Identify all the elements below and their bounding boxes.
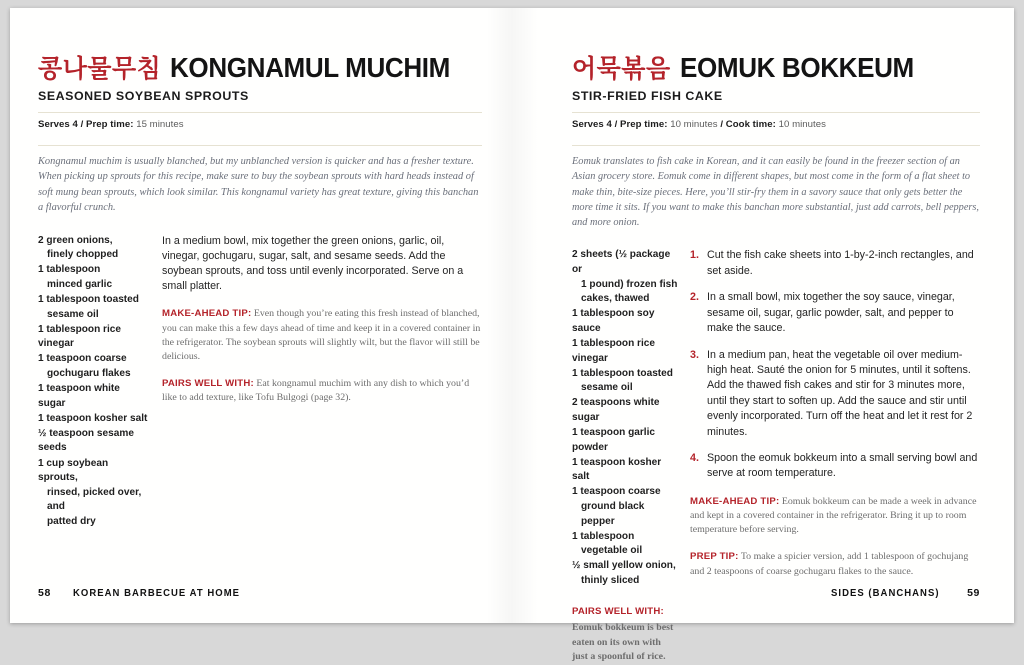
recipe-title-romanized: KONGNAMUL MUCHIM: [170, 52, 451, 83]
ingredient-main: 1 teaspoon white sugar: [38, 383, 120, 409]
right-body-columns: [572, 248, 980, 665]
ingredient-main: 1 teaspoon kosher salt: [572, 456, 662, 483]
ingredient-item: [38, 412, 150, 427]
recipe-meta: [38, 113, 482, 136]
tip-heading: PREP TIP:: [690, 551, 739, 563]
ingredient-cont: finely chopped: [47, 249, 119, 261]
make-ahead-tip: [162, 307, 482, 364]
instruction-step: [690, 451, 980, 482]
step-text: In a small bowl, mix together the soy sauce, vinegar, sesame oil, sugar, garlic powder, salt, and pepper to make the sauce.: [707, 291, 955, 335]
ingredient-main: ½ teaspoon sesame seeds: [38, 427, 134, 454]
step-number: 4.: [690, 451, 699, 464]
ingredient-item: [38, 352, 150, 381]
serves-label: Serves 4: [572, 119, 612, 130]
ingredient-cont: sesame oil: [581, 382, 633, 394]
recipe-title-korean: 어묵볶음: [572, 55, 671, 83]
tip-heading: PAIRS WELL WITH:: [572, 605, 664, 617]
recipe-subtitle: STIR-FRIED FISH CAKE: [572, 89, 723, 103]
ingredient-item: [572, 396, 678, 425]
ingredient-main: 2 sheets (½ package or: [572, 249, 671, 276]
ingredient-main: 1 teaspoon kosher salt: [38, 412, 148, 424]
ingredients-list: [572, 248, 690, 665]
ingredient-item: [38, 323, 150, 352]
instruction-step: [690, 290, 980, 336]
ingredient-main: 1 teaspoon coarse: [38, 353, 127, 365]
ingredient-cont: cakes, thawed: [581, 293, 650, 305]
ingredient-main: 1 tablespoon soy sauce: [572, 308, 655, 334]
step-text: In a medium pan, heat the vegetable oil over medium-high heat. Sauté the onion for 5 minutes, until it softens. Add the thawed fish cakes and stir for 3 minutes more, until they start to soften up. Add the sauce and stir until evenly incorporated. Turn off the heat and let it rest for 2 minutes.: [707, 348, 973, 438]
tip-heading: MAKE-AHEAD TIP:: [162, 308, 252, 320]
ingredient-item: [38, 382, 150, 411]
tip-heading: MAKE-AHEAD TIP:: [690, 495, 780, 507]
left-page-footer: [38, 587, 249, 599]
prep-tip: [690, 550, 980, 578]
serves-label: Serves 4: [38, 119, 78, 130]
ingredient-cont: sesame oil: [47, 308, 99, 320]
step-number: 3.: [690, 348, 699, 361]
tip-body: Even though you’re eating this fresh instead of blanched, you can make this a few days ahead of time and keep it in a covered container in the refrigerator. The soybean sprouts will slightly wilt, but the flavor will still be delicious.: [162, 308, 481, 363]
instructions-column: [690, 248, 980, 665]
prep-time-label: Prep time:: [86, 119, 134, 130]
tip-body: Eat kongnamul muchim with any dish to which you’d like to add texture, like Tofu Bulgogi (page 32).: [162, 378, 470, 404]
ingredient-item: [38, 234, 150, 263]
meta-divider: [572, 145, 980, 146]
tip-body: Eomuk bokkeum is best eaten on its own with just a spoonful of rice.: [572, 622, 674, 663]
ingredient-item: [572, 248, 678, 306]
step-number: 2.: [690, 291, 699, 304]
ingredient-item: [38, 293, 150, 322]
pairs-well-with-tip: [162, 377, 482, 405]
ingredient-item: [572, 367, 678, 396]
ingredient-main: 1 tablespoon: [572, 530, 635, 542]
cook-time-label: Cook time:: [725, 119, 776, 130]
recipe-intro: Kongnamul muchim is usually blanched, but my unblanched version is quicker and has a fresher texture. When picking up sprouts for this recipe, make sure to buy the soybean sprouts with hard heads instead of soft mung bean sprouts, which look similar. This kongnamul variety has great texture, giving this banchan a flavorful crunch.: [38, 156, 479, 214]
ingredient-cont: 1 pound) frozen fish: [581, 278, 678, 290]
left-recipe-title: [38, 54, 482, 82]
ingredient-item: [572, 307, 678, 336]
instruction-step: [690, 248, 980, 279]
ingredient-main: 1 teaspoon garlic powder: [572, 427, 656, 453]
book-title-runhead: KOREAN BARBECUE AT HOME: [72, 587, 240, 599]
instruction-step: [690, 348, 980, 440]
ingredient-cont: vegetable oil: [581, 545, 643, 557]
ingredient-main: 1 teaspoon coarse: [572, 486, 661, 498]
right-page-footer: [831, 587, 980, 599]
meta-separator-2: /: [720, 119, 724, 130]
cook-time-value: 10 minutes: [778, 119, 827, 130]
step-number: 1.: [690, 249, 699, 262]
recipe-title-korean: 콩나물무침: [38, 55, 162, 83]
recipe-meta: [572, 113, 980, 136]
right-page: [512, 8, 1014, 663]
prep-time-value: 15 minutes: [136, 119, 184, 130]
recipe-subtitle: SEASONED SOYBEAN SPROUTS: [38, 89, 249, 103]
ingredient-item: [38, 263, 150, 292]
step-text: Cut the fish cake sheets into 1-by-2-inch rectangles, and set aside.: [707, 249, 974, 277]
ingredient-item: [38, 457, 150, 530]
right-recipe-title: [572, 54, 980, 82]
ingredient-cont: thinly sliced: [581, 575, 640, 587]
ingredient-main: 1 tablespoon toasted: [572, 367, 673, 379]
chapter-runhead: SIDES (BANCHANS): [830, 587, 940, 599]
ingredient-item: [572, 559, 678, 588]
tip-heading: PAIRS WELL WITH:: [162, 378, 254, 390]
ingredient-main: 1 cup soybean sprouts,: [38, 457, 109, 484]
ingredient-main: 2 teaspoons white sugar: [572, 397, 660, 424]
meta-separator: /: [614, 119, 618, 130]
ingredient-item: [572, 456, 678, 485]
ingredients-list: [38, 234, 162, 530]
prep-time-label: Prep time:: [620, 119, 668, 130]
ingredient-cont: ground black pepper: [581, 501, 645, 527]
ingredient-main: 1 tablespoon toasted: [38, 294, 139, 305]
pairs-well-with-tip: [572, 605, 678, 665]
book-pages: [10, 8, 1014, 663]
recipe-title-romanized: EOMUK BOKKEUM: [679, 52, 914, 83]
ingredient-item: [38, 427, 150, 456]
meta-divider: [38, 145, 482, 146]
meta-separator: /: [80, 119, 84, 130]
ingredient-main: 1 tablespoon: [38, 264, 101, 276]
ingredient-item: [572, 337, 678, 366]
method-paragraph: In a medium bowl, mix together the green onions, garlic, oil, vinegar, gochugaru, sugar, salt, and sesame seeds. Add the soybean sprouts, and toss until evenly incorporated. Serve on a small platter.: [162, 234, 464, 293]
left-page: [10, 8, 512, 623]
ingredient-cont: gochugaru flakes: [47, 367, 131, 379]
ingredient-main: 1 tablespoon rice vinegar: [38, 323, 122, 350]
tip-body: To make a spicier version, add 1 tablespoon of gochujang and 2 teaspoons of coarse gochugaru flakes to the sauce.: [690, 551, 969, 577]
tip-body: Eomuk bokkeum can be made a week in advance and kept in a covered container in the refrigerator. Bring it up to room temperature before serving.: [690, 495, 977, 536]
page-number: 58: [38, 587, 51, 599]
ingredient-main: 1 tablespoon rice vinegar: [572, 338, 656, 364]
left-body-columns: [38, 234, 482, 530]
step-text: Spoon the eomuk bokkeum into a small serving bowl and serve at room temperature.: [707, 451, 978, 480]
ingredient-item: [572, 426, 678, 455]
ingredient-cont: minced garlic: [47, 278, 113, 290]
instructions-column: [162, 234, 482, 530]
ingredient-item: [572, 530, 678, 559]
ingredient-main: 2 green onions,: [38, 234, 113, 246]
recipe-intro: Eomuk translates to fish cake in Korean, and it can easily be found in the freezer section of an Asian grocery store. Eomuk come in different shapes, but most come in the form of a flat sheet to make thin, bite-size pieces. Here, you’ll stir-fry them in a savory sauce that only gets better the more time it sits. If you want to make this banchan more substantial, just add carrots, bell peppers, and more onion.: [572, 156, 979, 229]
ingredient-cont: rinsed, picked over, and: [47, 486, 142, 513]
ingredient-cont: patted dry: [47, 515, 96, 527]
prep-time-value: 10 minutes: [670, 119, 718, 130]
make-ahead-tip: [690, 495, 980, 538]
ingredient-item: [572, 485, 678, 529]
ingredient-main: ½ small yellow onion,: [572, 560, 676, 572]
page-number: 59: [967, 587, 980, 599]
